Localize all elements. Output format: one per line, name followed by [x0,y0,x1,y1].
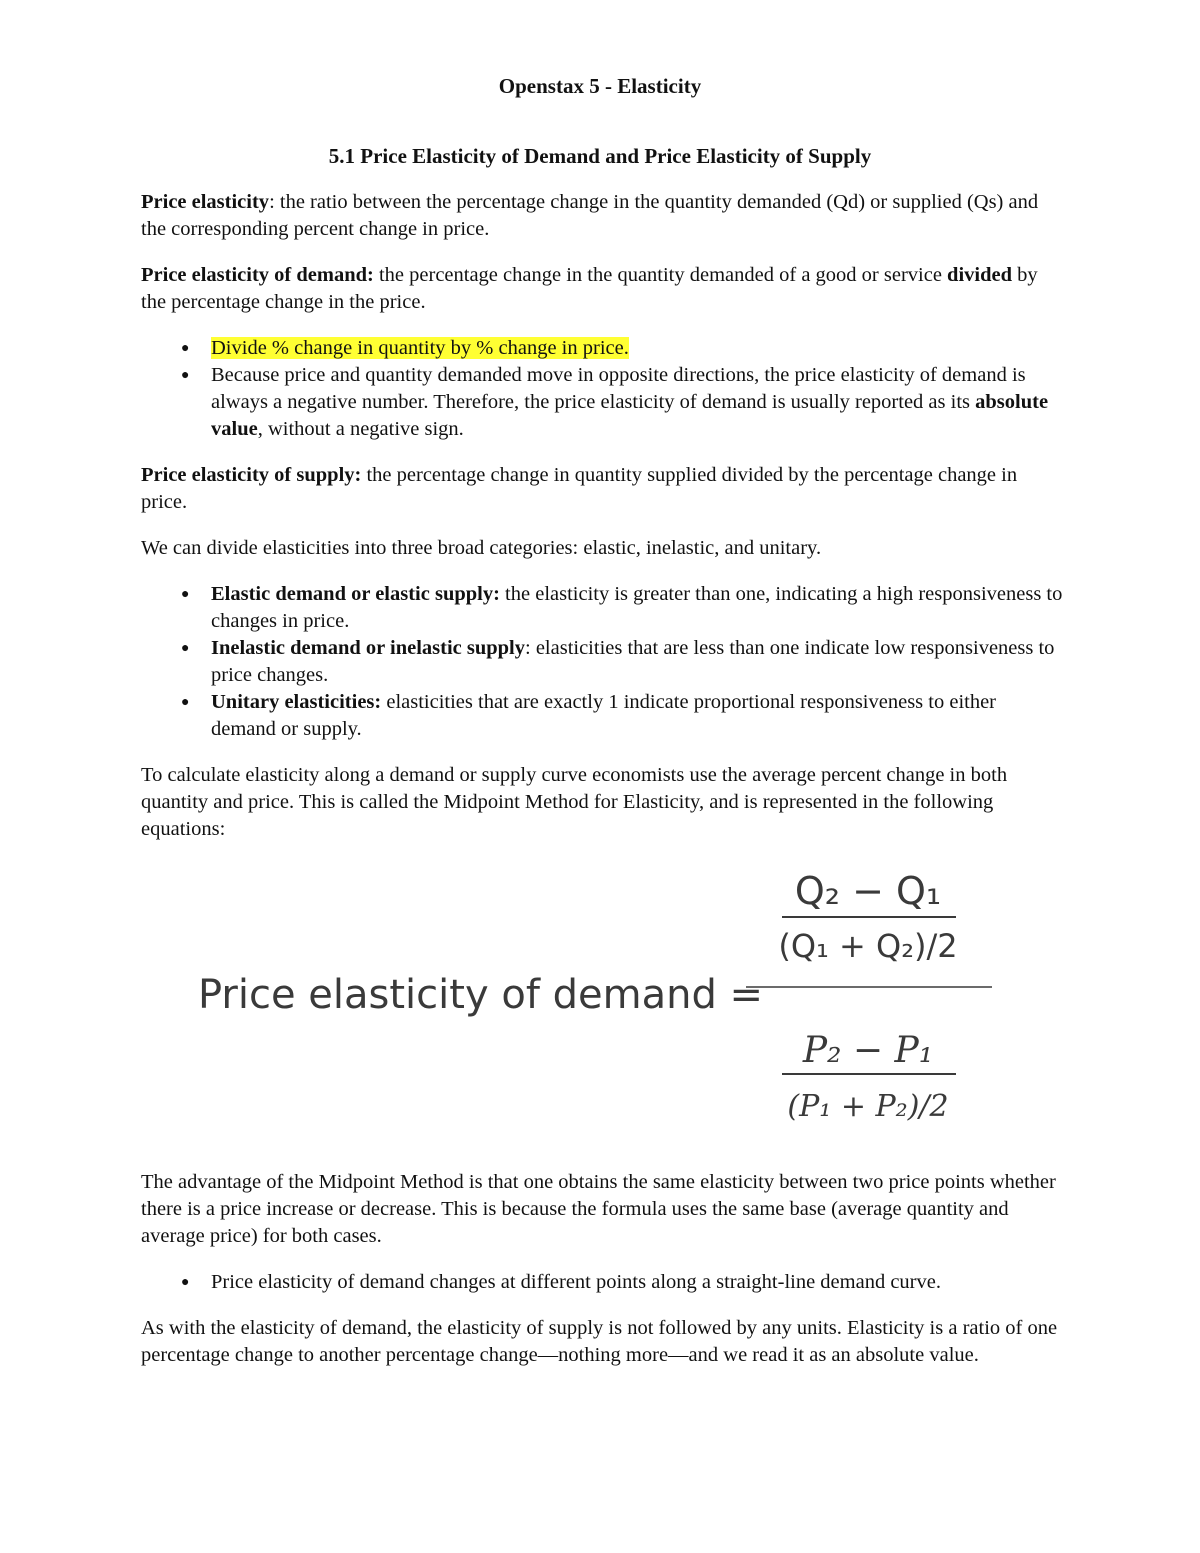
bullet-icon: ● [181,368,190,383]
midpoint-formula [0,862,1200,1157]
q-denominator: (Q₁ + Q₂)/2 [778,927,958,965]
term-price-elasticity-supply: Price elasticity of supply: [141,464,362,486]
paragraph-midpoint-advantage: The advantage of the Midpoint Method is that one obtains the same elasticity between two price points whether there is a price increase or decrease. This is because the formula uses the same base (average quantity and average price) for both cases. [141,1171,1056,1247]
list-item: ● Because price and quantity demanded move in opposite directions, the price elasticity of demand is always a negative number. Therefore, the price elasticity of demand is usually reported as its absolute value, without a negative sign. [181,364,1049,440]
list-item [141,335,1066,362]
paragraph-midpoint-intro: To calculate elasticity along a demand or supply curve economists use the average percent change in both quantity and price. This is called the Midpoint Method for Elasticity, and is represented in the following equations: [141,764,1008,840]
bullet-list-straight-line [141,1269,1066,1296]
list-item: ● Unitary elasticities: elasticities that are exactly 1 indicate proportional responsiveness to either demand or supply. [181,691,997,740]
p-numerator: P₂ − P₁ [802,1030,934,1071]
bullet-list-categories [141,581,1066,743]
list-item: ● Price elasticity of demand changes at different points along a straight-line demand curve. [141,1269,1066,1296]
paragraph-no-units: As with the elasticity of demand, the elasticity of supply is not followed by any units. Elasticity is a ratio of one percentage change to another percentage change—nothing more—and we read it as an absolute value. [141,1317,1058,1366]
formula-fraction [0,862,1200,1157]
term-price-elasticity: Price elasticity [141,191,270,213]
list-item: ● Elastic demand or elastic supply: the elasticity is greater than one, indicating a high responsiveness to changes in price. [181,583,1063,632]
list-item: ● Inelastic demand or inelastic supply: elasticities that are less than one indicate low responsiveness to price changes. [181,637,1055,686]
document-title: Openstax 5 - Elasticity [498,74,702,98]
bullet-icon: ● [181,341,190,356]
term-price-elasticity-demand: Price elasticity of demand: [141,264,374,286]
bullet-icon: ● [181,587,190,602]
paragraph-categories: We can divide elasticities into three broad categories: elastic, inelastic, and unitary. [141,537,822,559]
bullet-icon: ● [181,1275,190,1290]
document-body [141,189,1066,1388]
bullet-icon: ● [181,641,190,656]
highlighted-text: Divide % change in quantity by % change in price. [211,337,629,359]
paragraph-price-elasticity: Price elasticity: the ratio between the percentage change in the quantity demanded (Qd) or supplied (Qs) and the corresponding percent change in price. [141,191,1039,240]
bullet-list-demand [141,335,1066,443]
paragraph-price-elasticity-supply: Price elasticity of supply: the percentage change in quantity supplied divided by the percentage change in price. [141,464,1018,513]
q-numerator: Q₂ − Q₁ [794,869,942,913]
paragraph-price-elasticity-demand: Price elasticity of demand: the percentage change in the quantity demanded of a good or service divided by the percentage change in the price. [141,264,1038,313]
bullet-icon: ● [181,695,190,710]
section-title: 5.1 Price Elasticity of Demand and Price Elasticity of Supply [328,144,872,168]
formula-lhs: Price elasticity of demand = [198,972,764,1018]
p-denominator: (P₁ + P₂)/2 [787,1089,949,1124]
